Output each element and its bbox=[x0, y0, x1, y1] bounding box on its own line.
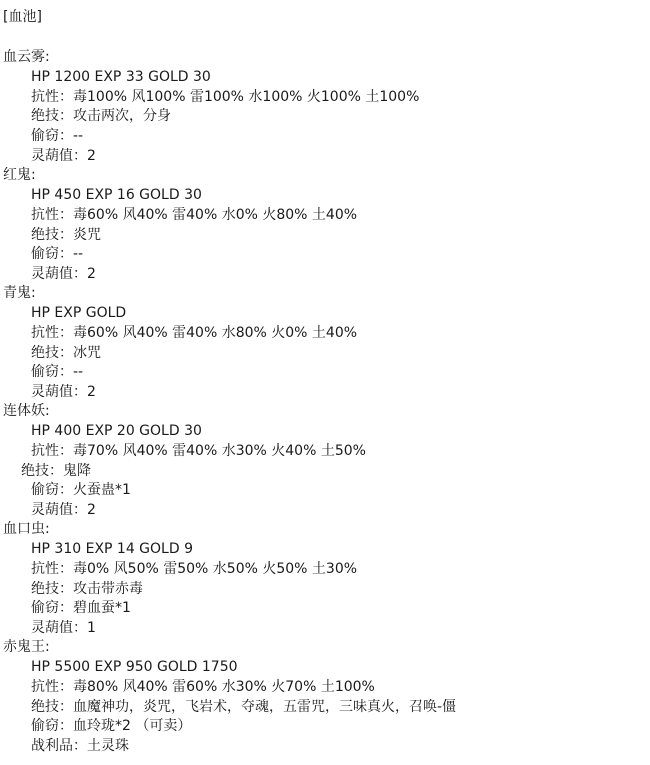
monster-steal: 偷窃：-- bbox=[31, 246, 84, 262]
monster-steal: 偷窃：-- bbox=[31, 128, 84, 144]
monster-resist: 抗性：毒0% 风50% 雷50% 水50% 火50% 土30% bbox=[31, 561, 358, 577]
monster-gourd: 灵葫值：2 bbox=[31, 266, 96, 282]
monster-name: 赤鬼王: bbox=[3, 639, 50, 655]
monster-skill: 绝技：冰咒 bbox=[31, 345, 101, 361]
monster-stats: HP 310 EXP 14 GOLD 9 bbox=[31, 541, 193, 557]
monster-gourd: 灵葫值：1 bbox=[31, 620, 96, 636]
monster-skill: 绝技：血魔神功，炎咒，飞岩术，夺魂，五雷咒，三味真火，召唤-僵 bbox=[31, 699, 457, 715]
monster-resist: 抗性：毒60% 风40% 雷40% 水0% 火80% 土40% bbox=[31, 207, 358, 223]
monster-stats: HP 450 EXP 16 GOLD 30 bbox=[31, 187, 202, 203]
monster-name: 血云雾: bbox=[3, 49, 50, 65]
monster-name: 血口虫: bbox=[3, 521, 50, 537]
monster-resist: 抗性：毒80% 风40% 雷60% 水30% 火70% 土100% bbox=[31, 679, 375, 695]
section-header: [血池] bbox=[3, 9, 42, 25]
monster-resist: 抗性：毒60% 风40% 雷40% 水80% 火0% 土40% bbox=[31, 325, 358, 341]
monster-name: 红鬼: bbox=[3, 167, 36, 183]
monster-steal: 偷窃：碧血蚕*1 bbox=[31, 600, 131, 616]
monster-stats: HP EXP GOLD bbox=[31, 305, 127, 321]
monster-steal: 偷窃：-- bbox=[31, 364, 84, 380]
monster-loot: 战利品：土灵珠 bbox=[31, 738, 129, 754]
monster-skill: 绝技：攻击带赤毒 bbox=[31, 581, 143, 597]
monster-skill: 绝技：炎咒 bbox=[31, 227, 101, 243]
monster-gourd: 灵葫值：2 bbox=[31, 148, 96, 164]
monster-name: 连体妖: bbox=[3, 403, 50, 419]
monster-steal: 偷窃：火蚕蛊*1 bbox=[31, 482, 131, 498]
monster-resist: 抗性：毒100% 风100% 雷100% 水100% 火100% 土100% bbox=[31, 89, 420, 105]
monster-name: 青鬼: bbox=[3, 285, 36, 301]
watermark-fade bbox=[460, 690, 650, 718]
monster-steal: 偷窃：血玲珑*2 （可卖） bbox=[31, 718, 192, 734]
monster-stats: HP 1200 EXP 33 GOLD 30 bbox=[31, 69, 211, 85]
monster-gourd: 灵葫值：2 bbox=[31, 502, 96, 518]
monster-stats: HP 400 EXP 20 GOLD 30 bbox=[31, 423, 202, 439]
monster-skill: 绝技：鬼降 bbox=[21, 463, 91, 479]
monster-stats: HP 5500 EXP 950 GOLD 1750 bbox=[31, 659, 238, 675]
monster-resist: 抗性：毒70% 风40% 雷40% 水30% 火40% 土50% bbox=[31, 443, 366, 459]
monster-skill: 绝技：攻击两次，分身 bbox=[31, 108, 171, 124]
monster-gourd: 灵葫值：2 bbox=[31, 384, 96, 400]
